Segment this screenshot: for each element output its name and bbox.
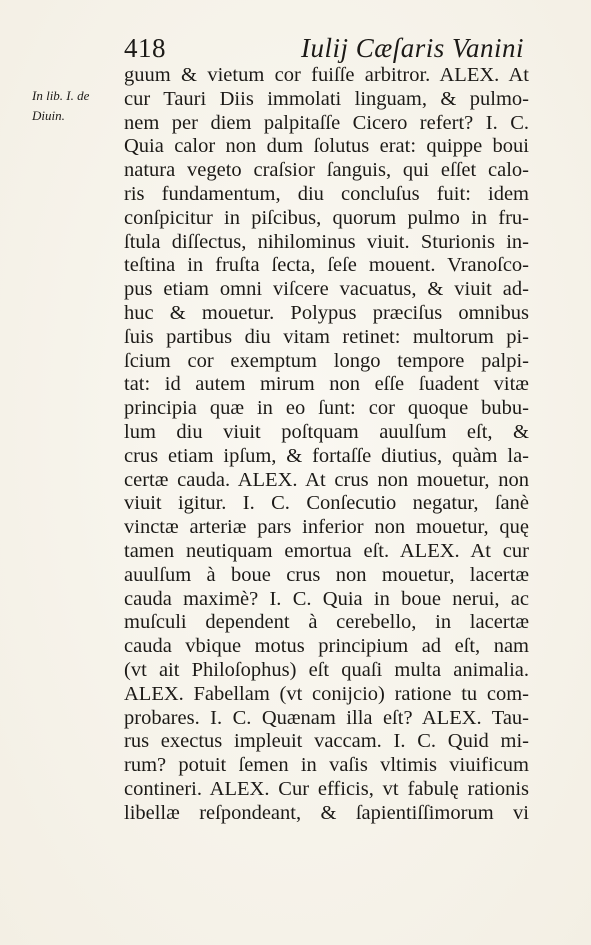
text-line: viuit igitur. I. C. Conſecutio negatur, ſanè — [124, 492, 529, 515]
text-line: cauda vbique motus principium ad eſt, nam — [124, 635, 529, 658]
margin-note-line: Diuin. — [32, 108, 65, 123]
text-line: tamen neutiquam emortua eſt. ALEX. At cur — [124, 539, 529, 562]
text-line: contineri. ALEX. Cur efficis, vt fabulę rationis — [124, 777, 529, 800]
text-line: probares. I. C. Quænam illa eſt? ALEX. Tau- — [124, 706, 529, 729]
page-number: 418 — [124, 33, 166, 63]
text-line: auulſum à boue crus non mouetur, lacertæ — [124, 563, 529, 586]
text-line: cur Tauri Diis immolati linguam, & pulmo- — [124, 87, 529, 110]
text-line: (vt ait Philoſophus) eſt quaſi multa animalia. — [124, 658, 529, 681]
running-head: Iulij Cæſaris Vanini — [300, 33, 524, 63]
text-line: Quia calor non dum ſolutus erat: quippe boui — [124, 135, 529, 158]
text-line: ſtula diſſectus, nihilominus viuit. Sturionis in- — [124, 230, 529, 253]
text-line: rum? potuit ſemen in vaſis vltimis viuificum — [124, 754, 529, 777]
text-line: cauda maximè? I. C. Quia in boue nerui, ac — [124, 587, 529, 610]
text-line: certæ cauda. ALEX. At crus non mouetur, non — [124, 468, 529, 491]
text-line: natura vegeto craſsior ſanguis, qui eſſet calo- — [124, 159, 529, 182]
text-line: tat: id autem mirum non eſſe ſuadent vitæ — [124, 373, 529, 396]
text-line: conſpicitur in piſcibus, quorum pulmo in fru- — [124, 206, 529, 229]
text-line: nem per diem palpitaſſe Cicero refert? I. C. — [124, 111, 529, 134]
text-line: lum diu viuit poſtquam auulſum eſt, & — [124, 420, 529, 443]
text-line: guum & vietum cor fuiſſe arbitror. ALEX. At — [124, 64, 529, 86]
text-line: teſtina in fruſta ſecta, ſeſe mouent. Vranoſco- — [124, 254, 529, 277]
text-line: ris fundamentum, diu concluſus fuit: idem — [124, 182, 529, 205]
text-line: libellæ reſpondeant, & ſapientiſſimorum vi — [124, 801, 529, 824]
text-line: vinctæ arteriæ pars inferior non mouetur, quę — [124, 516, 529, 539]
text-line: ſuis partibus diu vitam retinet: multorum pi- — [124, 325, 529, 348]
text-line: ALEX. Fabellam (vt conijcio) ratione tu com- — [124, 682, 529, 705]
text-line: huc & mouetur. Polypus præciſus omnibus — [124, 301, 529, 324]
text-line: rus exectus impleuit vaccam. I. C. Quid mi- — [124, 730, 529, 753]
text-line: crus etiam ipſum, & fortaſſe diutius, quàm la- — [124, 444, 529, 467]
text-line: principia quæ in eo ſunt: cor quoque bubu- — [124, 397, 529, 420]
body-text — [124, 64, 529, 826]
margin-note — [32, 86, 122, 126]
text-line: pus etiam omni viſcere vacuatus, & viuit ad- — [124, 278, 529, 301]
text-line: muſculi dependent à cerebello, in lacertæ — [124, 611, 529, 634]
page-header — [124, 30, 534, 66]
text-line: ſcium cor exemptum longo tempore palpi- — [124, 349, 529, 372]
margin-note-line: In lib. I. de — [32, 88, 90, 103]
